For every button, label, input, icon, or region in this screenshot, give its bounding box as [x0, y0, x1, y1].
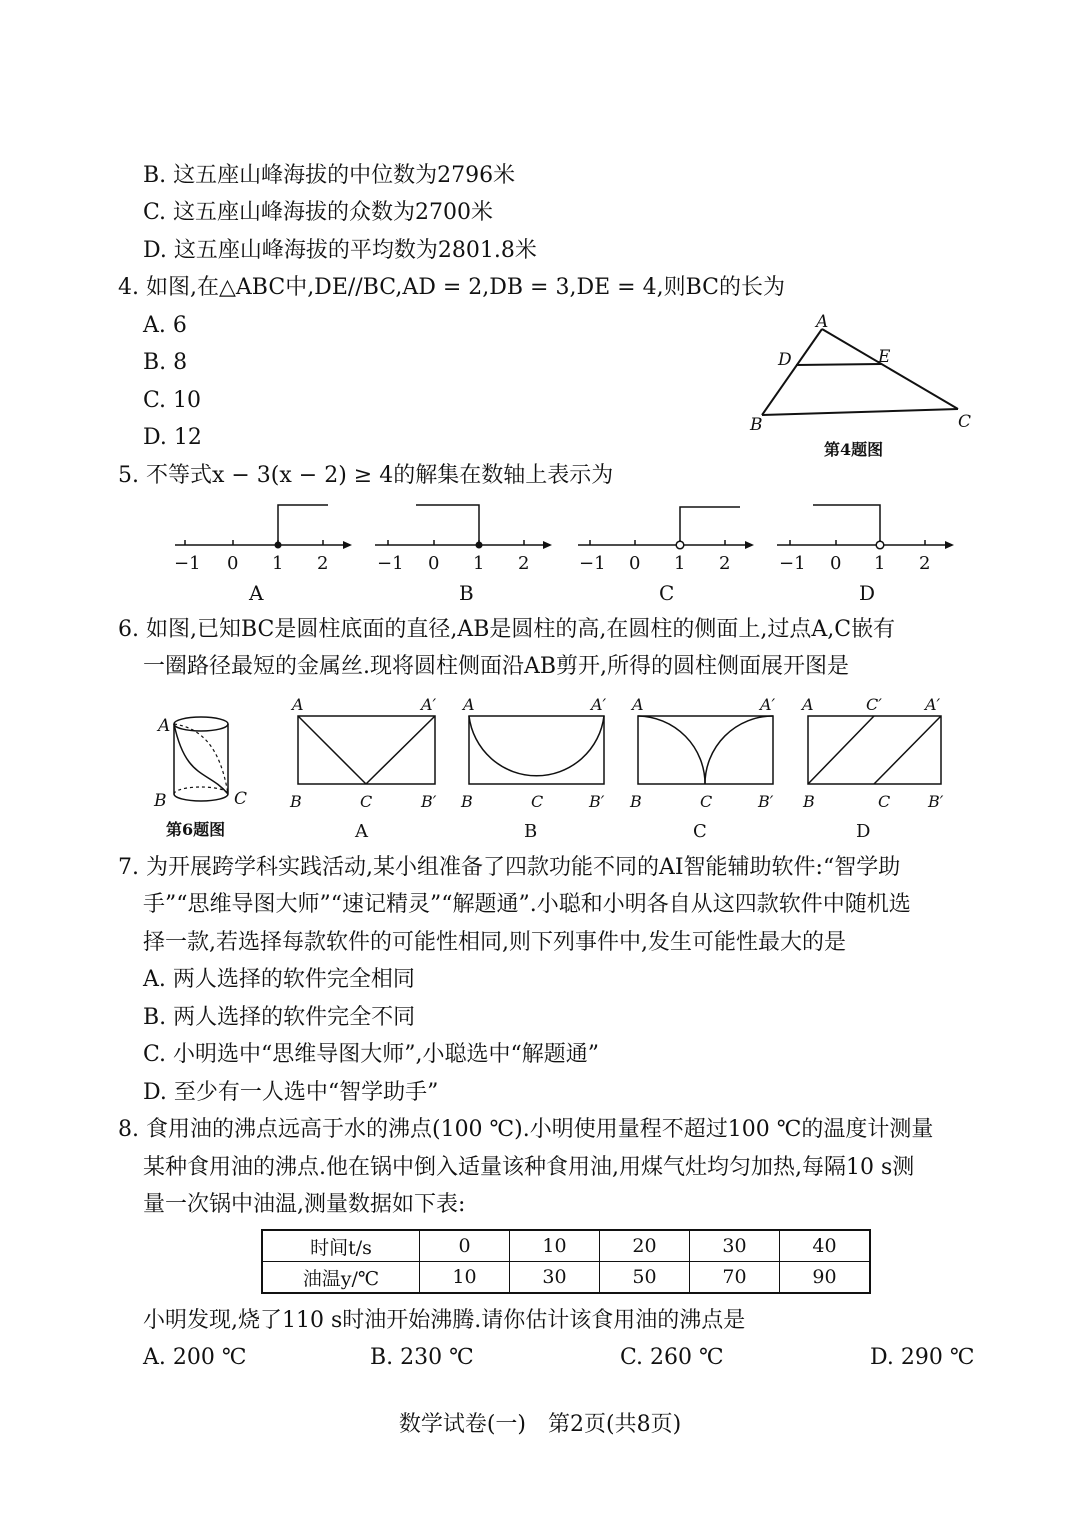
q5-b-tick-2: 2: [518, 553, 530, 574]
table-cell: 30: [690, 1230, 780, 1262]
svg-text:B′: B′: [928, 792, 944, 811]
svg-text:A: A: [292, 695, 304, 714]
table-cell: 0: [420, 1230, 510, 1262]
svg-text:B: B: [803, 792, 815, 811]
q8-option-b: B. 230 ℃: [370, 1345, 474, 1370]
svg-text:C: C: [531, 792, 544, 811]
svg-text:B′: B′: [758, 792, 774, 811]
q7-option-b: B. 两人选择的软件完全不同: [143, 1005, 416, 1030]
q6-cylinder-figure: [153, 716, 247, 839]
q6-caption: 第6题图: [166, 820, 226, 839]
q8-after-table: 小明发现,烧了110 s时油开始沸腾.请你估计该食用油的沸点是: [143, 1308, 746, 1333]
q5-b-tick-1: 1: [473, 553, 485, 574]
q5-choice-b-label: B: [459, 581, 474, 605]
q4-label-d: D: [778, 350, 792, 370]
q5-a-tick-2: 2: [317, 553, 329, 574]
table-row: [262, 1230, 870, 1262]
q4-triangle-figure: [740, 305, 980, 465]
svg-text:A: A: [802, 695, 814, 714]
q8-stem-line1: 8. 食用油的沸点远高于水的沸点(100 ℃).小明使用量程不超过100 ℃的温度计测量: [118, 1117, 934, 1142]
q5-choice-c-number-line: [578, 507, 754, 605]
table-row: [262, 1262, 870, 1294]
q4-option-c: C. 10: [143, 388, 202, 413]
q6-cyl-label-a: A: [158, 716, 171, 736]
q5-c-tick-0: 0: [629, 553, 641, 574]
q5-c-tick-2: 2: [719, 553, 731, 574]
svg-text:B: B: [461, 792, 473, 811]
q6-option-c-figure: [629, 695, 776, 842]
svg-text:A′: A′: [925, 695, 941, 714]
q4-label-b: B: [750, 415, 763, 435]
q8-option-d: D. 290 ℃: [870, 1345, 975, 1370]
q7-option-d: D. 至少有一人选中“智学助手”: [143, 1080, 439, 1105]
svg-text:A′: A′: [421, 695, 437, 714]
q6-option-b-figure: [460, 695, 607, 842]
q8-option-a: A. 200 ℃: [143, 1345, 247, 1370]
table-cell: 30: [510, 1262, 600, 1294]
q4-label-c: C: [958, 412, 972, 432]
q8-option-c: C. 260 ℃: [620, 1345, 724, 1370]
q7-stem-line2: 手”“思维导图大师”“速记精灵”“解题通”.小聪和小明各自从这四款软件中随机选: [143, 892, 911, 917]
table-cell: 10: [420, 1262, 510, 1294]
table-cell: 70: [690, 1262, 780, 1294]
svg-text:C′: C′: [866, 695, 882, 714]
q4-caption: 第4题图: [824, 440, 884, 459]
q8-stem-line2: 某种食用油的沸点.他在锅中倒入适量该种食用油,用煤气灶均匀加热,每隔10 s测: [143, 1155, 915, 1180]
q5-c-tick-1: 1: [674, 553, 686, 574]
table-row-header: 时间t/s: [262, 1230, 420, 1262]
q8-stem-line3: 量一次锅中油温,测量数据如下表:: [143, 1192, 466, 1217]
svg-text:A: A: [632, 695, 644, 714]
page-footer: 数学试卷(一) 第2页(共8页): [398, 1412, 682, 1437]
q3-option-b: B. 这五座山峰海拔的中位数为2796米: [143, 163, 516, 188]
q6-choice-c-label: C: [693, 821, 707, 842]
q5-d-tick-2: 2: [919, 553, 931, 574]
q6-stem-line1: 6. 如图,已知BC是圆柱底面的直径,AB是圆柱的高,在圆柱的侧面上,过点A,C嵌有: [118, 617, 896, 642]
q5-a-tick-neg1: −1: [174, 553, 201, 574]
q5-b-tick-0: 0: [428, 553, 440, 574]
q5-d-tick-neg1: −1: [779, 553, 806, 574]
q5-number-lines: [160, 495, 980, 610]
q8-data-table: [261, 1229, 871, 1294]
q6-cyl-label-b: B: [154, 791, 167, 811]
svg-text:B: B: [290, 792, 302, 811]
q6-cyl-label-c: C: [234, 789, 248, 809]
q7-option-c: C. 小明选中“思维导图大师”,小聪选中“解题通”: [143, 1042, 600, 1067]
q5-stem: 5. 不等式x − 3(x − 2) ≥ 4的解集在数轴上表示为: [118, 463, 614, 488]
q6-option-d-figure: [800, 695, 944, 842]
q5-a-tick-1: 1: [272, 553, 284, 574]
svg-text:B: B: [630, 792, 642, 811]
q6-choice-b-label: B: [524, 821, 538, 842]
svg-text:B′: B′: [421, 792, 437, 811]
svg-text:B′: B′: [589, 792, 605, 811]
table-cell: 90: [780, 1262, 871, 1294]
q4-stem: 4. 如图,在△ABC中,DE//BC,AD = 2,DB = 3,DE = 4,则BC的长为: [118, 275, 785, 300]
q6-stem-line2: 一圈路径最短的金属丝.现将圆柱侧面沿AB剪开,所得的圆柱侧面展开图是: [143, 654, 850, 679]
q5-choice-a-number-line: [174, 505, 352, 605]
q3-option-d: D. 这五座山峰海拔的平均数为2801.8米: [143, 238, 537, 263]
q5-choice-b-number-line: [375, 505, 552, 605]
q5-choice-a-label: A: [249, 581, 264, 605]
table-cell: 10: [510, 1230, 600, 1262]
table-cell: 20: [600, 1230, 690, 1262]
q6-figures: [150, 690, 970, 850]
svg-text:A′: A′: [591, 695, 607, 714]
q6-choice-a-label: A: [355, 821, 368, 842]
svg-text:A: A: [463, 695, 475, 714]
table-cell: 40: [780, 1230, 871, 1262]
q4-option-a: A. 6: [143, 313, 187, 338]
svg-text:C: C: [360, 792, 373, 811]
svg-text:C: C: [700, 792, 713, 811]
q4-label-e: E: [878, 347, 891, 367]
q5-d-tick-1: 1: [874, 553, 886, 574]
q5-b-tick-neg1: −1: [377, 553, 404, 574]
q6-choice-d-label: D: [856, 821, 871, 842]
q5-c-tick-neg1: −1: [579, 553, 606, 574]
table-row-header: 油温y/℃: [262, 1262, 420, 1294]
q7-stem-line3: 择一款,若选择每款软件的可能性相同,则下列事件中,发生可能性最大的是: [143, 930, 846, 955]
q5-choice-d-label: D: [859, 581, 876, 605]
q5-choice-c-label: C: [659, 581, 675, 605]
table-cell: 50: [600, 1262, 690, 1294]
q7-stem-line1: 7. 为开展跨学科实践活动,某小组准备了四款功能不同的AI智能辅助软件:“智学助: [118, 855, 901, 880]
q4-option-b: B. 8: [143, 350, 188, 375]
svg-text:C: C: [878, 792, 891, 811]
q6-option-a-figure: [289, 695, 437, 842]
q3-option-c: C. 这五座山峰海拔的众数为2700米: [143, 200, 494, 225]
q5-d-tick-0: 0: [830, 553, 842, 574]
q5-a-tick-0: 0: [227, 553, 239, 574]
q5-choice-d-number-line: [777, 505, 954, 605]
q7-option-a: A. 两人选择的软件完全相同: [143, 967, 415, 992]
q4-label-a: A: [816, 312, 829, 332]
q4-option-d: D. 12: [143, 425, 202, 450]
svg-text:A′: A′: [760, 695, 776, 714]
